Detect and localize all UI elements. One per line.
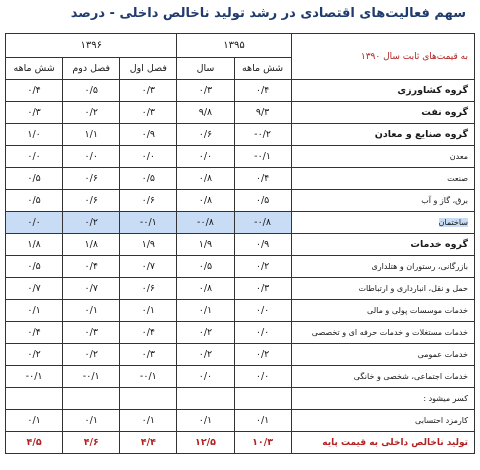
col-header: سال [177,58,234,80]
value-cell: ۰/۱ [6,410,63,432]
value-cell: ۰/۰ [6,146,63,168]
value-cell: ۱۰/۳ [234,432,291,454]
value-cell: ۰/۳ [234,278,291,300]
row-label: معدن [291,146,474,168]
value-cell: ۰/۱ [177,410,234,432]
value-cell: ۹/۸ [177,102,234,124]
col-header: فصل اول [120,58,177,80]
value-cell: ۰/۵ [6,168,63,190]
value-cell: ۰/۵ [6,190,63,212]
value-cell: ۰/۶ [63,168,120,190]
row-label: گروه نفت [291,102,474,124]
row-label: تولید ناخالص داخلی به قیمت پایه [291,432,474,454]
value-cell: ۰/۳ [120,344,177,366]
table-row [6,322,475,344]
value-cell: ۱/۱ [63,124,120,146]
value-cell [120,388,177,410]
value-cell: ۴/۶ [63,432,120,454]
value-cell: ۰/۱ [63,300,120,322]
value-cell: ۰/۷ [6,278,63,300]
value-cell [63,388,120,410]
value-cell: ۱/۹ [120,234,177,256]
row-label: صنعت [291,168,474,190]
value-cell: ۰/۰ [177,146,234,168]
page-title: سهم فعالیت‌های اقتصادی در رشد تولید ناخالص داخلی - درصد [70,6,466,21]
col-header: فصل دوم [63,58,120,80]
value-cell: ۰/۰ [234,322,291,344]
table-row [6,80,475,102]
table-row [6,344,475,366]
table-row [6,146,475,168]
value-cell: ۰/۷ [63,278,120,300]
value-cell: ۰/۸ [177,278,234,300]
value-cell: ۱/۹ [177,234,234,256]
value-cell [234,388,291,410]
value-cell: ۴/۴ [120,432,177,454]
row-label: کسر میشود : [291,388,474,410]
table-row [6,278,475,300]
table-row [6,234,475,256]
value-cell: ۰/۰ [120,146,177,168]
value-cell: ۰/۱- [6,366,63,388]
value-cell: ۰/۰ [63,146,120,168]
value-cell: ۰/۰ [6,212,63,234]
table-row [6,124,475,146]
row-label: گروه صنایع و معادن [291,124,474,146]
year-1396-header: ۱۳۹۶ [6,34,177,58]
row-label: خدمات اجتماعی، شخصی و خانگی [291,366,474,388]
value-cell: ۰/۴ [6,322,63,344]
value-cell: ۰/۱- [120,212,177,234]
row-label: حمل و نقل، انبارداری و ارتباطات [291,278,474,300]
value-cell: ۰/۱- [234,146,291,168]
value-cell: ۱/۰ [6,124,63,146]
table-row [6,366,475,388]
gdp-growth-table [5,33,475,454]
value-cell: ۰/۳ [120,102,177,124]
value-cell: ۰/۱ [63,410,120,432]
value-cell: ۰/۵ [177,256,234,278]
value-cell: ۰/۲ [177,344,234,366]
value-cell: ۰/۳ [120,80,177,102]
value-cell: ۰/۵ [6,256,63,278]
table-row [6,256,475,278]
value-cell: ۰/۲ [63,212,120,234]
col-header: شش ماهه [6,58,63,80]
value-cell: ۰/۱- [63,366,120,388]
value-cell [6,388,63,410]
value-cell: ۰/۰ [177,366,234,388]
value-cell: ۰/۱ [177,300,234,322]
table-row [6,388,475,410]
value-cell: ۰/۵ [234,190,291,212]
row-label: خدمات مستغلات و خدمات حرفه ای و تخصصی [291,322,474,344]
value-cell: ۰/۸- [177,212,234,234]
row-label: خدمات عمومی [291,344,474,366]
value-cell: ۰/۸- [234,212,291,234]
value-cell: ۰/۳ [6,102,63,124]
value-cell: ۰/۴ [6,80,63,102]
value-cell: ۱۲/۵ [177,432,234,454]
value-cell: ۰/۶ [120,278,177,300]
value-cell: ۰/۹ [120,124,177,146]
value-cell: ۰/۰ [234,300,291,322]
total-row [6,432,475,454]
value-cell: ۰/۰ [234,366,291,388]
value-cell: ۰/۷ [120,256,177,278]
row-label: برق، گاز و آب [291,190,474,212]
row-label: گروه کشاورزی [291,80,474,102]
value-cell: ۰/۵ [63,80,120,102]
col-header: شش ماهه [234,58,291,80]
value-cell: ۹/۳ [234,102,291,124]
table-row [6,410,475,432]
value-cell: ۰/۲ [234,256,291,278]
value-cell: ۰/۴ [120,322,177,344]
row-label: خدمات موسسات پولی و مالی [291,300,474,322]
value-cell: ۰/۴ [234,168,291,190]
value-cell: ۰/۶ [63,190,120,212]
row-label: گروه خدمات [291,234,474,256]
value-cell: ۰/۳ [63,322,120,344]
value-cell [177,388,234,410]
table-row [6,190,475,212]
value-cell: ۰/۹ [234,234,291,256]
value-cell: ۰/۸ [177,190,234,212]
value-cell: ۰/۸ [177,168,234,190]
value-cell: ۰/۵ [120,168,177,190]
row-label: ساختمان [291,212,474,234]
value-cell: ۰/۲ [63,344,120,366]
value-cell: ۰/۴ [234,80,291,102]
value-cell: ۰/۴ [63,256,120,278]
value-cell: ۰/۱ [120,300,177,322]
value-cell: ۰/۶ [120,190,177,212]
value-cell: ۱/۸ [6,234,63,256]
value-cell: ۱/۸ [63,234,120,256]
main-header: به قیمت‌های ثابت سال ۱۳۹۰ [291,34,474,80]
value-cell: ۰/۱- [120,366,177,388]
value-cell: ۰/۱ [120,410,177,432]
value-cell: ۰/۱ [234,410,291,432]
value-cell: ۰/۲ [177,322,234,344]
value-cell: ۰/۲ [6,344,63,366]
table-row [6,300,475,322]
value-cell: ۰/۲- [234,124,291,146]
value-cell: ۴/۵ [6,432,63,454]
value-cell: ۰/۶ [177,124,234,146]
table-row [6,102,475,124]
year-1395-header: ۱۳۹۵ [177,34,291,58]
value-cell: ۰/۲ [234,344,291,366]
row-label: بازرگانی، رستوران و هتلداری [291,256,474,278]
table-row [6,212,475,234]
value-cell: ۰/۳ [177,80,234,102]
value-cell: ۰/۲ [63,102,120,124]
value-cell: ۰/۱ [6,300,63,322]
table-row [6,168,475,190]
row-label: کارمزد احتسابی [291,410,474,432]
